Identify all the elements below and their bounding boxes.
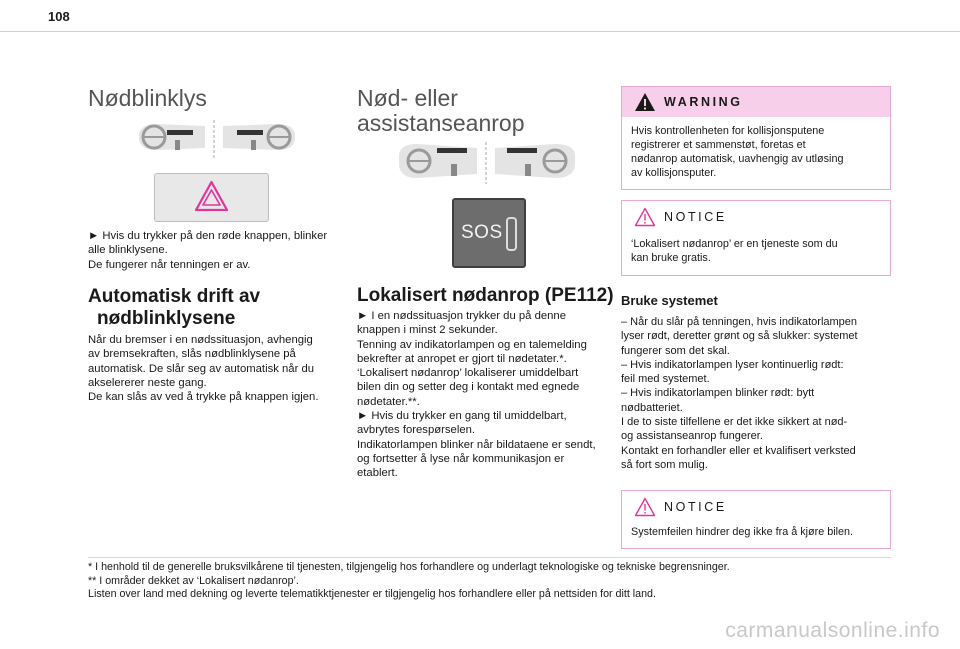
warning-header: [622, 87, 890, 117]
warning-icon: [634, 92, 656, 112]
notice-label-1: NOTICE: [664, 210, 727, 224]
roof-console-illustration: [397, 140, 577, 186]
watermark: carmanualsonline.info: [725, 619, 940, 642]
text-line: – Når du slår på tenningen, hvis indikatorlampen: [621, 316, 858, 328]
text-line: – Hvis indikatorlampen blinker rødt: bytt: [621, 387, 815, 400]
title-line: nødblinklysene: [97, 308, 236, 329]
footnotes: [88, 561, 908, 602]
footnote-divider: [88, 557, 891, 558]
notice-icon: [634, 497, 656, 517]
footnote: ** I områder dekket av ‘Lokalisert nødanrop’.: [88, 574, 299, 587]
footnote: Listen over land med dekning og leverte telematikktjenester er tilgjengelig hos forhandlere eller på nettsiden for ditt land.: [88, 588, 656, 601]
text-line: nødanrop automatisk, uavhengig av utløsing: [631, 153, 844, 165]
title-line: Nød- eller: [357, 85, 458, 111]
pe112-text: [357, 309, 622, 481]
section-title-hazard-lights: Nødblinklys: [88, 85, 207, 111]
text-line: av kollisjonsputer.: [631, 167, 717, 179]
text-line: Når du bremser i en nødssituasjon, avhengig: [88, 334, 313, 346]
warning-label: WARNING: [664, 95, 743, 109]
text-line: De fungerer når tenningen er av.: [88, 258, 251, 271]
text-line: alle blinklysene.: [88, 244, 168, 257]
page-number: 108: [48, 9, 70, 24]
text-line: nødbatteriet.: [621, 401, 683, 414]
text-line: etablert.: [357, 467, 398, 480]
text-line: og assistanseanrop fungerer.: [621, 430, 763, 443]
notice-box-2: [621, 490, 891, 549]
text-line: I de to siste tilfellene er det ikke sikkert at nød-: [621, 416, 848, 429]
text-line: ‘Lokalisert nødanrop’ lokaliserer umiddelbart: [357, 367, 579, 380]
notice-header-1: [622, 201, 890, 233]
text-line: automatisk. De slår seg av automatisk når du: [88, 362, 315, 375]
indicator-lamp: [506, 217, 517, 251]
text-line: nødetater.**.: [357, 395, 420, 408]
notice-label-2: NOTICE: [664, 500, 727, 514]
title-line: assistanseanrop: [357, 110, 525, 136]
using-system-text: [621, 315, 896, 472]
text-line: – Hvis indikatorlampen lyser kontinuerlig rødt:: [621, 358, 844, 371]
text-line: Hvis kontrollenheten for kollisjonsputene: [631, 125, 825, 137]
footnote: * I henhold til de generelle bruksvilkårene til tjenesten, tilgjengelig hos forhandlere og underlagt teknologiske og tekniske begrensninger.: [88, 561, 730, 573]
text-line: registrerer et sammenstøt, foretas et: [631, 139, 806, 151]
text-line: lyser rødt, deretter grønt og så slukker: systemet: [621, 330, 858, 343]
text-line: fungerer som det skal.: [621, 344, 730, 357]
notice-text-1: [622, 233, 890, 273]
text-line: bekrefter at anropet er gjort til nødetater.*.: [357, 352, 567, 365]
notice-text-2: [622, 523, 890, 547]
text-line: og fortsetter å lyse når kommunikasjon er: [357, 452, 565, 465]
automatic-text: [88, 333, 348, 404]
text-line: kan bruke gratis.: [631, 252, 711, 264]
text-line: akselererer neste gang.: [88, 376, 207, 389]
text-line: ► I en nødssituasjon trykker du på denne: [357, 310, 566, 322]
hazard-lights-text: [88, 229, 348, 272]
notice-header-2: [622, 491, 890, 523]
hazard-triangle-icon: [155, 174, 268, 221]
hazard-button-illustration: [154, 173, 269, 222]
warning-box: [621, 86, 891, 190]
section-title-automatic: [88, 286, 260, 330]
text-line: så fort som mulig.: [621, 458, 708, 471]
text-line: ‘Lokalisert nødanrop’ er en tjeneste som du: [631, 238, 838, 250]
notice-box-1: [621, 200, 891, 276]
dashboard-illustration: [137, 118, 297, 160]
warning-text: [622, 117, 890, 188]
section-title-emergency-call: [357, 86, 525, 136]
text-line: ► Hvis du trykker på den røde knappen, blinker: [88, 230, 328, 242]
section-title-pe112: Lokalisert nødanrop (PE112): [357, 285, 614, 306]
title-line: Automatisk drift av: [88, 286, 261, 307]
text-line: bilen din og setter deg i kontakt med egnede: [357, 381, 580, 394]
text-line: Systemfeilen hindrer deg ikke fra å kjøre bilen.: [631, 526, 854, 538]
sos-button-illustration: [452, 198, 526, 268]
notice-icon: [634, 207, 656, 227]
sos-label: SOS: [461, 222, 503, 243]
text-line: ► Hvis du trykker en gang til umiddelbart,: [357, 410, 567, 423]
text-line: Kontakt en forhandler eller et kvalifisert verksted: [621, 444, 856, 457]
text-line: Indikatorlampen blinker når bildataene er sendt,: [357, 438, 596, 451]
section-title-using-system: Bruke systemet: [621, 293, 718, 308]
text-line: av bremsekraften, slås nødblinklysene på: [88, 348, 296, 361]
text-line: feil med systemet.: [621, 373, 710, 386]
text-line: De kan slås av ved å trykke på knappen igjen.: [88, 391, 319, 404]
text-line: avbrytes forespørselen.: [357, 424, 476, 437]
header-divider: [0, 31, 960, 32]
text-line: Tenning av indikatorlampen og en talemelding: [357, 338, 587, 351]
text-line: knappen i minst 2 sekunder.: [357, 324, 498, 337]
